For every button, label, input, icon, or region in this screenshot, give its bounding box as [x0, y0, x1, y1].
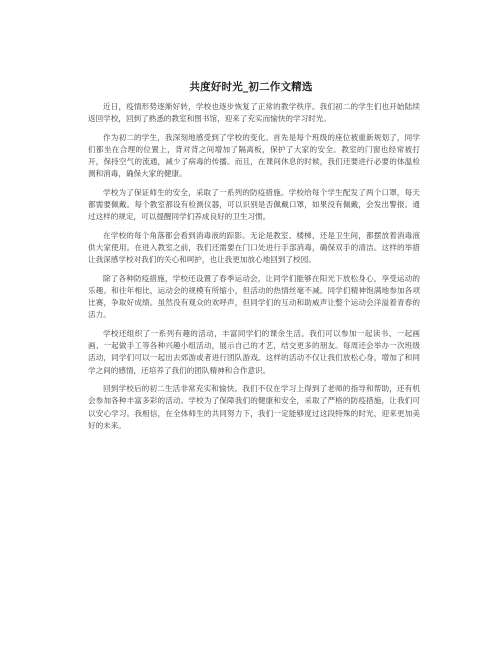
paragraph: 近日，疫情形势逐渐好转，学校也逐步恢复了正常的教学秩序。我们初二的学生们也开始陆续返回学校，回到了熟悉的教室和图书馆，迎来了充实而愉快的学习时光。: [88, 102, 420, 124]
document-body: [88, 101, 420, 438]
paragraph: 除了各种防疫措施，学校还设置了春季运动会，让同学们能够在阳光下放松身心，享受运动的乐趣。和往年相比，运动会的规模有所缩小，但活动的热情丝毫不减。同学们精神饱满地参加各项比赛，争取好成绩。虽然没有观众的欢呼声，但同学们的互动和助威声让整个运动会洋溢着青春的活力。: [88, 273, 420, 320]
paragraph: 学校还组织了一系列有趣的活动，丰富同学们的课余生活。我们可以参加一起读书、一起画画、一起做手工等各种兴趣小组活动，展示自己的才艺，结交更多的朋友。每周还会举办一次班级活动，同学们可以一起出去郊游或者进行团队游戏。这样的活动不仅让我们放松心身，增加了和同学之间的感情，还培养了我们的团队精神和合作意识。: [88, 328, 420, 375]
paragraph: 回到学校后的初二生活非常充实和愉快。我们不仅在学习上得到了老师的指导和帮助，还有机会参加各种丰富多彩的活动。学校为了保障我们的健康和安全，采取了严格的防疫措施，让我们可以安心学习。我相信，在全体师生的共同努力下，我们一定能够度过这段特殊的时光，迎来更加美好的未来。: [88, 383, 420, 430]
paragraph: 在学校的每个角落都会看到消毒液的踪影。无论是教室、楼梯、还是卫生间，都摆放着消毒液供大家使用。在进入教室之前，我们还需要在门口处进行手部消毒，确保双手的清洁。这样的举措让我深感学校对我们的关心和呵护，也让我更加放心地回到了校园。: [88, 230, 420, 265]
paragraph: 学校为了保证师生的安全，采取了一系列的防疫措施。学校给每个学生配发了两个口罩，每天都需要佩戴。每个教室都设有检测仪器，可以识别是否佩戴口罩，如果没有佩戴，会发出警报。通过这样的规定，可以提醒同学们养成良好的卫生习惯。: [88, 187, 420, 222]
paragraph: 作为初二的学生，我深刻地感受到了学校的变化。首先是每个班级的座位被重新规划了，同学们都坐在合理的位置上，背对背之间增加了隔离板，保护了大家的安全。教室的门窗也经常被打开，保持空气的流通，减少了病毒的传播。而且，在课间休息的时候，我们还要进行必要的体温检测和消毒，确保大家的健康。: [88, 132, 420, 179]
document-title: 共度好时光_初二作文精选: [189, 81, 313, 93]
